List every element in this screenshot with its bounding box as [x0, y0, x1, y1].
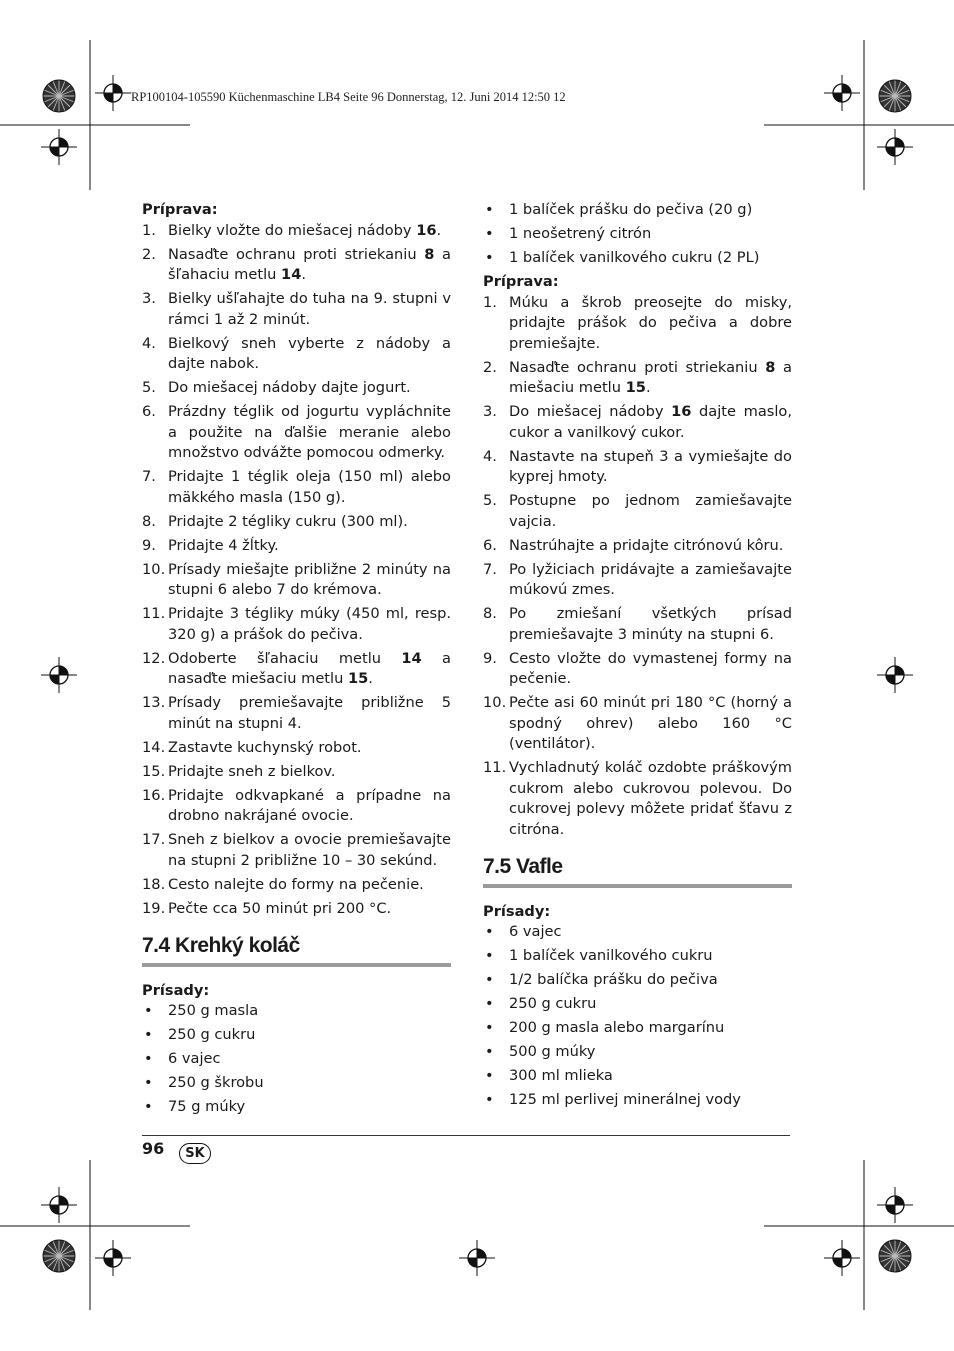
step-text-part: Pečte cca 50 minút pri 200 °C.: [168, 899, 392, 917]
step-number: 1.: [483, 293, 497, 311]
bullet-icon: •: [144, 1002, 153, 1019]
step-text-part: Bielky vložte do miešacej nádoby: [168, 221, 417, 239]
step-number: 1.: [142, 221, 156, 239]
step-number: 3.: [483, 403, 497, 420]
step-number: 9.: [142, 536, 156, 554]
step-text-part: .: [436, 221, 442, 239]
step-number: 18.: [142, 875, 166, 893]
step-number: 19.: [142, 899, 166, 917]
step-number: 4.: [142, 334, 156, 352]
registration-cross-icon: [41, 657, 77, 693]
step-number: 6.: [142, 403, 156, 420]
step-text-part: Prázdny téglik od jogurtu vypláchnite a použite na ďalšie meranie alebo množstvo odvážte pomocou odmerky.: [168, 403, 451, 461]
step-text-part: Pridajte 4 žĺtky.: [168, 536, 279, 554]
step-number: 11.: [483, 759, 507, 776]
bullet-icon: •: [144, 1074, 153, 1091]
step-number: 6.: [483, 536, 497, 554]
step-number: 7.: [483, 560, 497, 578]
registration-cross-icon: [95, 1240, 131, 1276]
step-text-part: a šľahaciu metlu: [168, 245, 451, 283]
step-text-part: Nasaďte ochranu proti striekaniu: [168, 245, 425, 263]
part-reference-number: 8: [424, 245, 435, 263]
page-number: 96: [142, 1139, 165, 1158]
step-number: 4.: [483, 447, 497, 465]
bullet-icon: •: [485, 995, 494, 1012]
crop-lines: [0, 40, 954, 1310]
bullet-icon: •: [485, 947, 494, 964]
step-text-part: Cesto vložte do vymastenej formy na pečenie.: [509, 649, 792, 687]
bullet-icon: •: [485, 923, 494, 940]
ingredient-text: 1 balíček vanilkového cukru (2 PL): [509, 249, 760, 266]
step-text-part: Pridajte odkvapkané a prípadne na drobno nakrájané ovocie.: [168, 786, 451, 824]
language-badge: SK: [179, 1143, 211, 1164]
step-text-part: .: [301, 266, 306, 283]
bullet-icon: •: [144, 1050, 153, 1067]
registration-cross-icon: [877, 129, 913, 165]
registration-cross-icon: [877, 1187, 913, 1223]
step-number: 15.: [142, 762, 166, 780]
ingredient-text: 250 g cukru: [168, 1026, 256, 1043]
step-text-part: Pridajte 1 téglik oleja (150 ml) alebo mäkkého masla (150 g).: [168, 468, 451, 506]
bullet-icon: •: [485, 201, 494, 218]
registration-star-icon: [879, 80, 911, 112]
preparation-label: Príprava:: [483, 273, 559, 290]
step-text-part: Po zmiešaní všetkých prísad premiešavajte 3 minúty na stupni 6.: [509, 605, 792, 643]
step-text-part: Pridajte 3 tégliky múky (450 ml, resp. 320 g) a prášok do pečiva.: [168, 605, 451, 643]
ingredients-label: Prísady:: [142, 981, 210, 999]
step-number: 7.: [142, 468, 156, 485]
step-text-part: a nasaďte miešaciu metlu: [168, 649, 451, 687]
ingredient-text: 6 vajec: [168, 1050, 221, 1067]
part-reference-number: 15: [625, 379, 646, 396]
ingredient-text: 125 ml perlivej minerálnej vody: [509, 1091, 741, 1108]
step-number: 2.: [142, 245, 156, 263]
ingredient-text: 75 g múky: [168, 1098, 246, 1115]
registration-cross-icon: [41, 129, 77, 165]
registration-star-icon: [879, 1240, 911, 1272]
ingredients-label: Prísady:: [483, 902, 551, 920]
ingredient-text: 1 balíček vanilkového cukru: [509, 947, 713, 964]
step-number: 10.: [483, 694, 507, 711]
registration-cross-icon: [824, 1240, 860, 1276]
ingredient-text: 500 g múky: [509, 1043, 596, 1060]
bullet-icon: •: [485, 225, 494, 242]
bullet-icon: •: [485, 1067, 494, 1084]
step-number: 2.: [483, 358, 497, 376]
step-text-part: Do miešacej nádoby: [509, 403, 672, 420]
step-number: 12.: [142, 649, 166, 667]
step-text-part: Bielky ušľahajte do tuha na 9. stupni v rámci 1 až 2 minút.: [168, 290, 451, 328]
step-text-part: Sneh z bielkov a ovocie premiešavajte na stupni 2 približne 10 – 30 sekúnd.: [168, 831, 451, 869]
step-text-part: Pečte asi 60 minút pri 180 °C (horný a spodný ohrev) alebo 160 °C (ventilátor).: [509, 694, 792, 752]
step-number: 10.: [142, 560, 166, 578]
ingredient-text: 1 neošetrený citrón: [509, 225, 652, 242]
part-reference-number: 16: [671, 403, 692, 420]
step-text-part: Pridajte 2 tégliky cukru (300 ml).: [168, 512, 408, 530]
step-number: 16.: [142, 786, 166, 804]
step-text-part: Po lyžiciach pridávajte a zamiešavajte múkovú zmes.: [509, 560, 792, 598]
bullet-icon: •: [485, 249, 494, 266]
step-text-part: Vychladnutý koláč ozdobte práškovým cukrom alebo cukrovou polevou. Do cukrovej polevy môžete pridať šťavu z citróna.: [509, 759, 792, 838]
step-number: 5.: [483, 492, 497, 509]
step-text-part: Postupne po jednom zamiešavajte vajcia.: [509, 492, 792, 530]
step-number: 13.: [142, 694, 166, 711]
ingredient-text: 200 g masla alebo margarínu: [509, 1019, 725, 1036]
step-text-part: Pridajte sneh z bielkov.: [168, 762, 336, 780]
step-text-part: Do miešacej nádoby dajte jogurt.: [168, 379, 411, 396]
ingredient-text: 1/2 balíčka prášku do pečiva: [509, 971, 718, 988]
step-text-part: Odoberte šľahaciu metlu: [168, 649, 402, 667]
print-header: RP100104-105590 Küchenmaschine LB4 Seite 96 Donnerstag, 12. Juni 2014 12:50 12: [131, 90, 566, 104]
step-text-part: Cesto nalejte do formy na pečenie.: [168, 875, 424, 893]
step-text-part: .: [368, 670, 373, 687]
bullet-icon: •: [485, 971, 494, 988]
step-number: 3.: [142, 290, 156, 307]
step-number: 8.: [142, 512, 156, 530]
preparation-label: Príprava:: [142, 201, 218, 218]
part-reference-number: 15: [347, 670, 369, 687]
ingredient-text: 250 g škrobu: [168, 1074, 264, 1091]
bullet-icon: •: [485, 1019, 494, 1036]
step-text-part: Prísady premiešavajte približne 5 minút na stupni 4.: [168, 694, 451, 732]
ingredient-text: 1 balíček prášku do pečiva (20 g): [509, 201, 753, 218]
step-text-part: Múku a škrob preosejte do misky, pridajte prášok do pečiva a dobre premiešajte.: [509, 293, 792, 352]
part-reference-number: 8: [765, 358, 776, 376]
section-heading-7-4: 7.4 Krehký koláč: [142, 933, 451, 967]
step-number: 17.: [142, 831, 166, 848]
step-text-part: Nastrúhajte a pridajte citrónovú kôru.: [509, 536, 784, 554]
ingredient-text: 250 g masla: [168, 1002, 259, 1019]
ingredient-text: 300 ml mlieka: [509, 1067, 613, 1084]
step-number: 14.: [142, 738, 166, 756]
part-reference-number: 14: [401, 649, 422, 667]
part-reference-number: 14: [281, 266, 302, 283]
registration-cross-icon: [41, 1187, 77, 1223]
step-number: 9.: [483, 649, 497, 667]
section-heading-7-5: 7.5 Vafle: [483, 854, 792, 888]
bullet-icon: •: [144, 1098, 153, 1115]
step-number: 8.: [483, 605, 497, 622]
step-text-part: Bielkový sneh vyberte z nádoby a dajte nabok.: [168, 334, 451, 372]
registration-cross-icon: [95, 75, 131, 111]
registration-star-icon: [43, 1240, 75, 1272]
part-reference-number: 16: [416, 221, 437, 239]
bullet-icon: •: [485, 1091, 494, 1108]
registration-star-icon: [43, 80, 75, 112]
ingredient-text: 250 g cukru: [509, 995, 597, 1012]
step-text-part: Prísady miešajte približne 2 minúty na stupni 6 alebo 7 do krémova.: [168, 560, 451, 598]
step-number: 11.: [142, 605, 166, 622]
registration-cross-icon: [877, 657, 913, 693]
step-text-part: Nastavte na stupeň 3 a vymiešajte do kyprej hmoty.: [509, 447, 792, 485]
step-text-part: a miešaciu metlu: [509, 358, 792, 396]
step-text-part: Nasaďte ochranu proti striekaniu: [509, 358, 766, 376]
ingredient-text: 6 vajec: [509, 923, 562, 940]
step-text-part: Zastavte kuchynský robot.: [168, 738, 362, 756]
bullet-icon: •: [485, 1043, 494, 1060]
registration-cross-icon: [459, 1240, 495, 1276]
registration-cross-icon: [824, 75, 860, 111]
step-text-part: dajte maslo, cukor a vanilkový cukor.: [509, 403, 792, 441]
step-number: 5.: [142, 379, 156, 396]
step-text-part: .: [645, 379, 651, 396]
bullet-icon: •: [144, 1026, 153, 1043]
